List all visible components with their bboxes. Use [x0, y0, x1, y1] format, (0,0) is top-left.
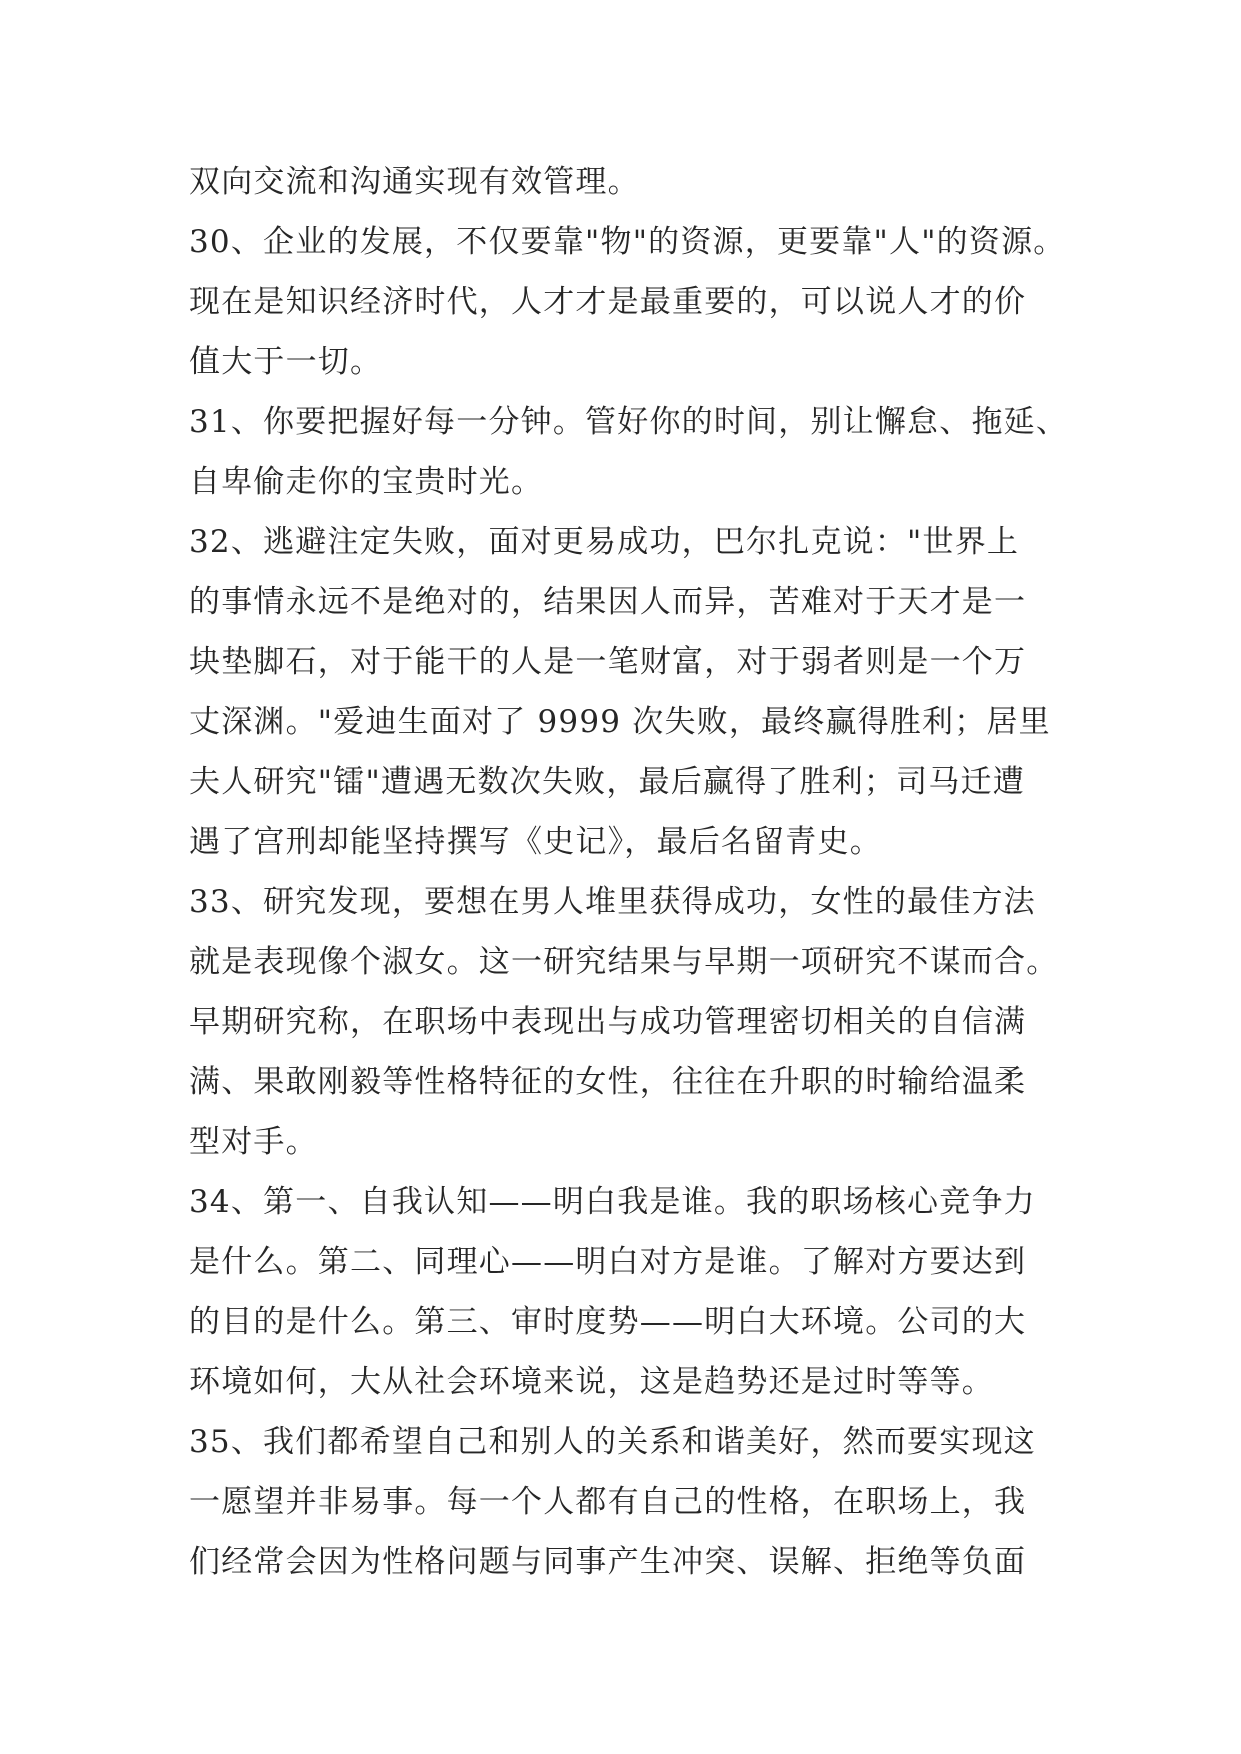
text-line: 夫人研究"镭"遭遇无数次失败，最后赢得了胜利；司马迁遭 [189, 764, 1025, 800]
text-line: 值大于一切。 [189, 344, 383, 380]
document-body-text [189, 152, 1069, 1592]
text-line: 双向交流和沟通实现有效管理。 [189, 164, 640, 200]
text-line: 33、研究发现，要想在男人堆里获得成功，女性的最佳方法 [189, 884, 1036, 920]
text-line: 环境如何，大从社会环境来说，这是趋势还是过时等等。 [189, 1364, 994, 1400]
text-line: 34、第一、自我认知——明白我是谁。我的职场核心竞争力 [189, 1184, 1036, 1220]
text-line: 型对手。 [189, 1124, 318, 1160]
text-line: 的事情永远不是绝对的，结果因人而异，苦难对于天才是一 [189, 584, 1027, 620]
text-line: 是什么。第二、同理心——明白对方是谁。了解对方要达到 [189, 1244, 1027, 1280]
text-line: 丈深渊。"爱迪生面对了 9999 次失败，最终赢得胜利；居里 [189, 704, 1051, 740]
text-line: 满、果敢刚毅等性格特征的女性，往往在升职的时输给温柔 [189, 1064, 1027, 1100]
text-line: 遇了宫刑却能坚持撰写《史记》，最后名留青史。 [189, 824, 882, 860]
text-line: 一愿望并非易事。每一个人都有自己的性格，在职场上，我 [189, 1484, 1027, 1520]
text-line: 35、我们都希望自己和别人的关系和谐美好，然而要实现这 [189, 1424, 1036, 1460]
text-line: 块垫脚石，对于能干的人是一笔财富，对于弱者则是一个万 [189, 644, 1027, 680]
text-line: 30、企业的发展，不仅要靠"物"的资源，更要靠"人"的资源。 [189, 224, 1066, 260]
text-line: 就是表现像个淑女。这一研究结果与早期一项研究不谋而合。 [189, 944, 1059, 980]
text-line: 自卑偷走你的宝贵时光。 [189, 464, 544, 500]
text-line: 的目的是什么。第三、审时度势——明白大环境。公司的大 [189, 1304, 1027, 1340]
text-line: 早期研究称，在职场中表现出与成功管理密切相关的自信满 [189, 1004, 1027, 1040]
text-line: 31、你要把握好每一分钟。管好你的时间，别让懈怠、拖延、 [189, 404, 1069, 440]
text-line: 现在是知识经济时代，人才才是最重要的，可以说人才的价 [189, 284, 1027, 320]
text-line: 们经常会因为性格问题与同事产生冲突、误解、拒绝等负面 [189, 1544, 1027, 1580]
text-line: 32、逃避注定失败，面对更易成功，巴尔扎克说："世界上 [189, 524, 1020, 560]
